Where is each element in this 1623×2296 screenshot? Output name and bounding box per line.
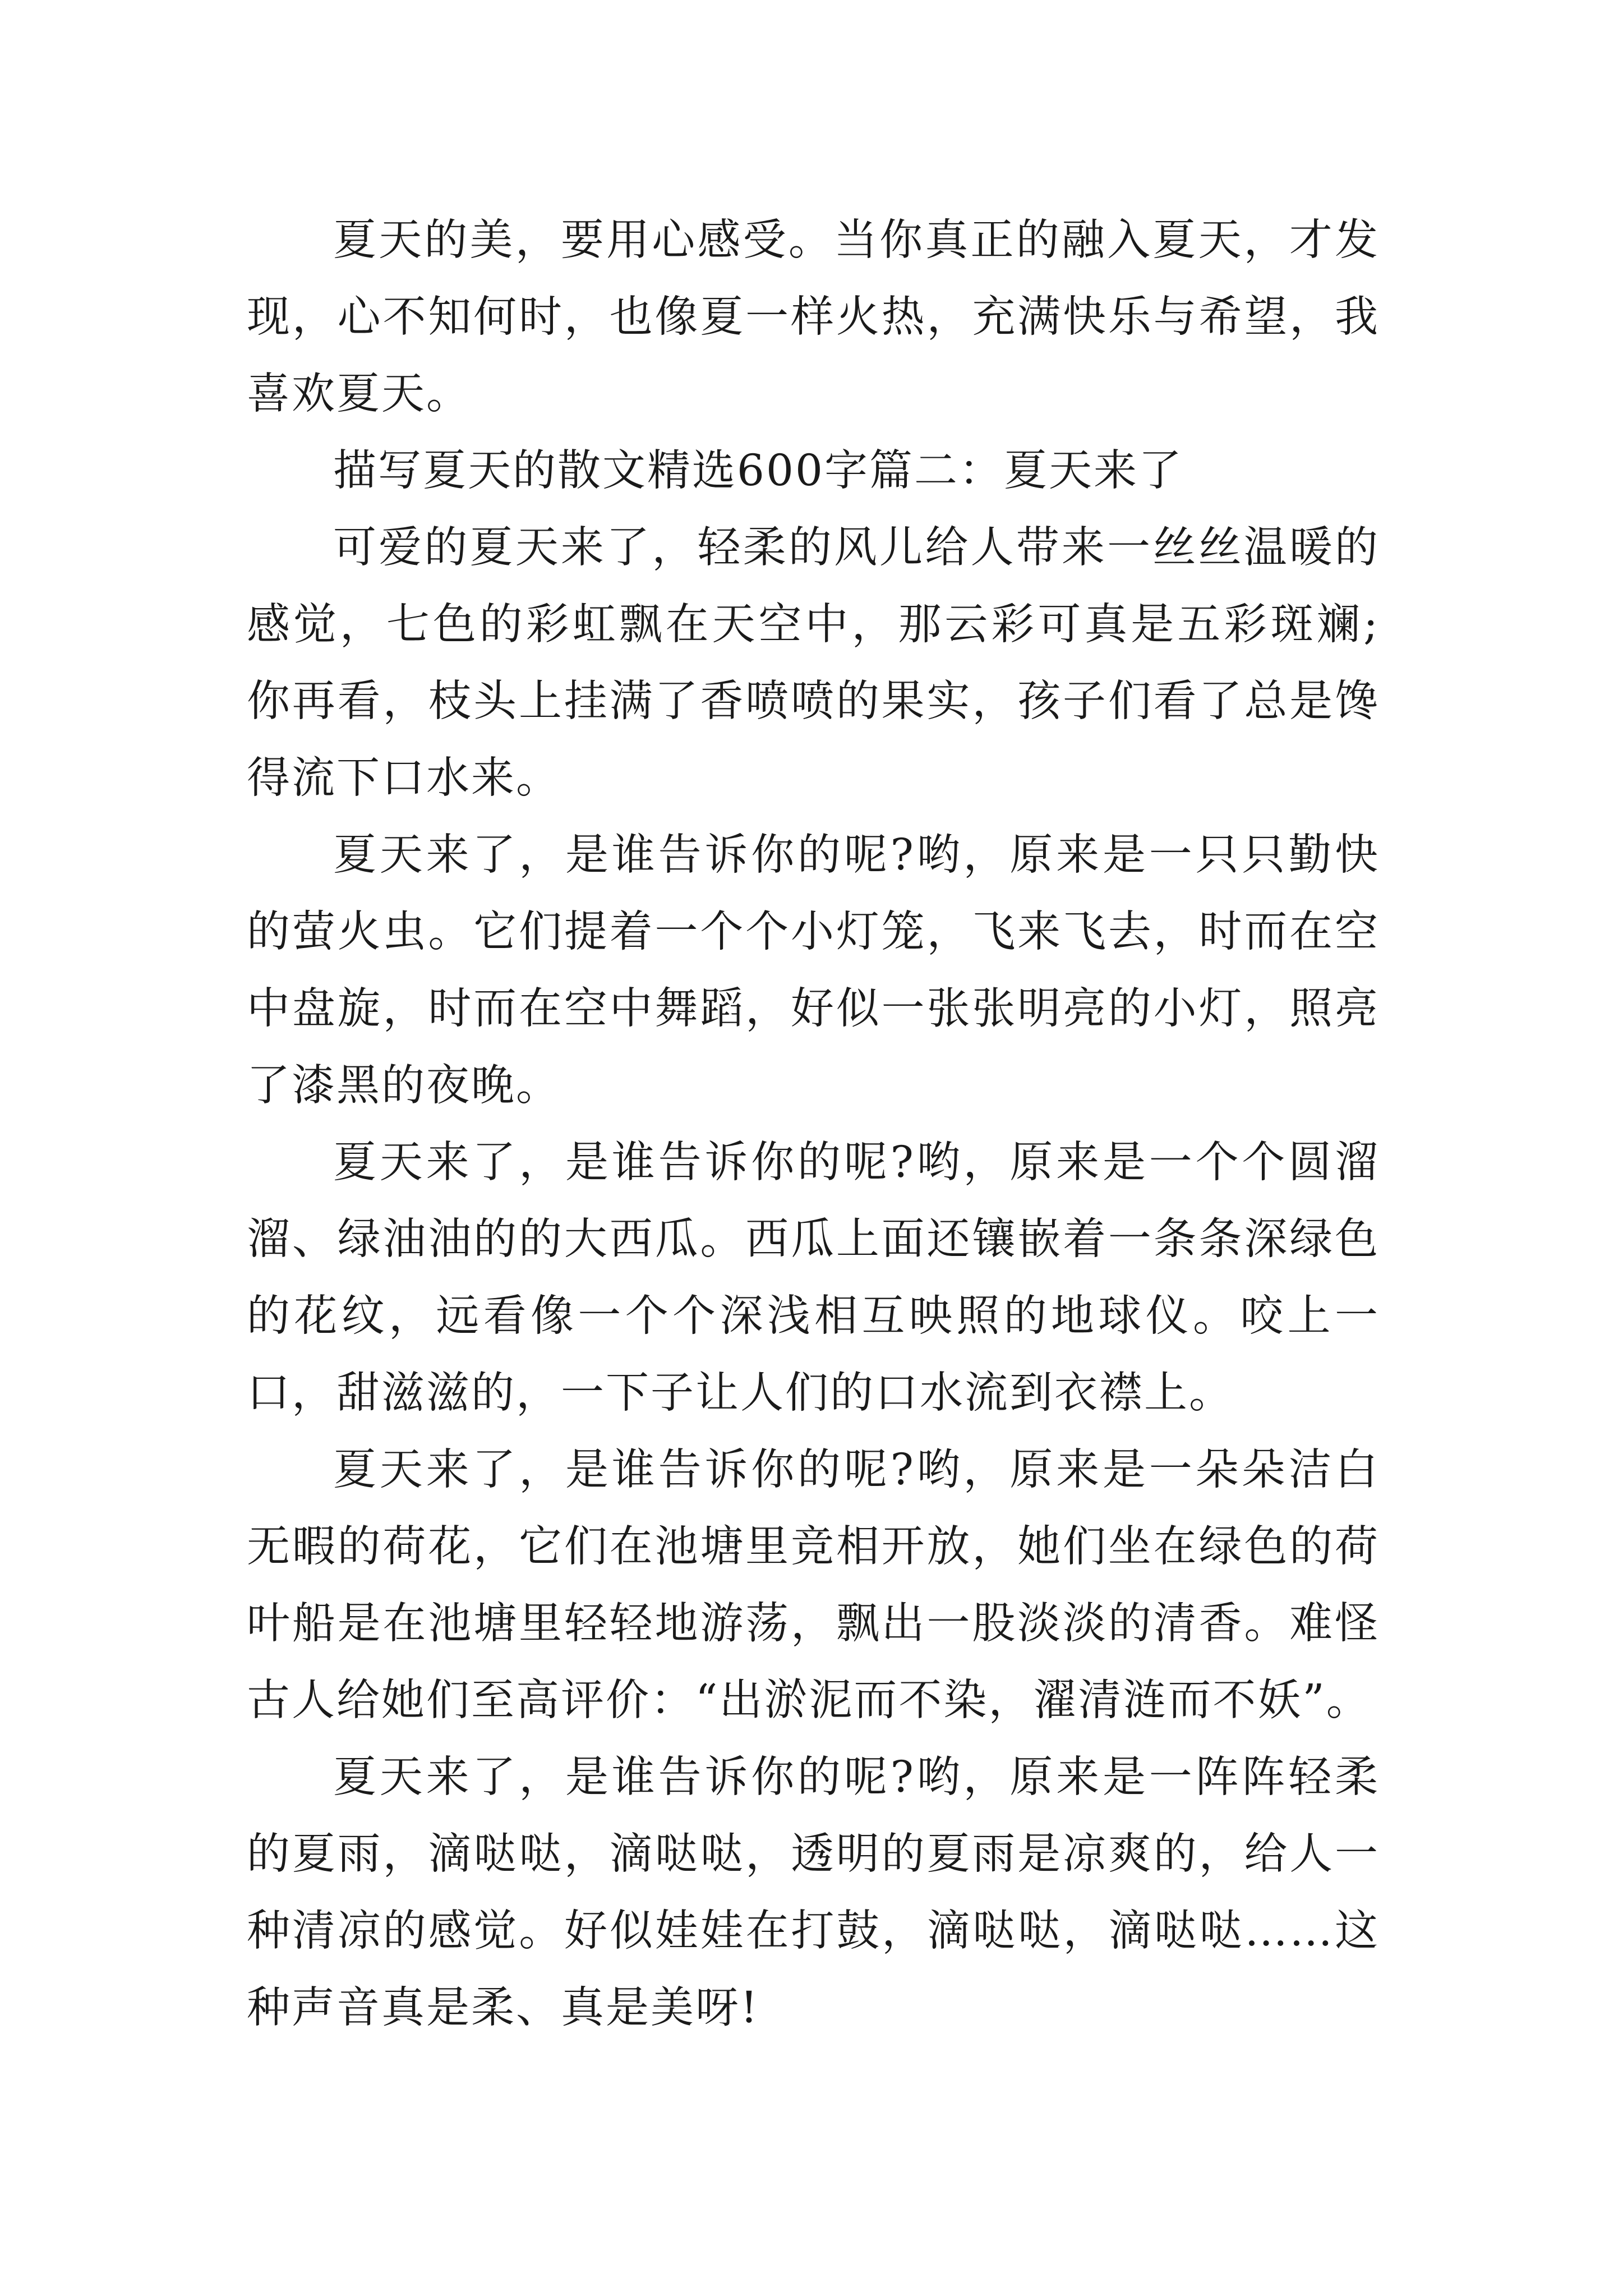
paragraph-1: 夏天的美，要用心感受。当你真正的融入夏天，才发现，心不知何时，也像夏一样火热，充满快乐与希望，我喜欢夏天。: [247, 215, 1380, 419]
document-body: [247, 202, 1380, 2046]
paragraph-2: 可爱的夏天来了，轻柔的风儿给人带来一丝丝温暖的感觉，七色的彩虹飘在天空中，那云彩可真是五彩斑斓;你再看，枝头上挂满了香喷喷的果实，孩子们看了总是馋得流下口水来。: [247, 523, 1380, 803]
paragraph-5: 夏天来了，是谁告诉你的呢?哟，原来是一朵朵洁白无暇的荷花，它们在池塘里竞相开放，她们坐在绿色的荷叶船是在池塘里轻轻地游荡，飘出一股淡淡的清香。难怪古人给她们至高评价：“出淤泥而不染，濯清涟而不妖”。: [247, 1445, 1380, 1726]
paragraph-3: 夏天来了，是谁告诉你的呢?哟，原来是一只只勤快的萤火虫。它们提着一个个小灯笼，飞来飞去，时而在空中盘旋，时而在空中舞蹈，好似一张张明亮的小灯，照亮了漆黑的夜晚。: [247, 830, 1380, 1111]
section-heading: 描写夏天的散文精选600字篇二：夏天来了: [333, 446, 1183, 496]
paragraph-6: 夏天来了，是谁告诉你的呢?哟，原来是一阵阵轻柔的夏雨，滴哒哒，滴哒哒，透明的夏雨是凉爽的，给人一种清凉的感觉。好似娃娃在打鼓，滴哒哒，滴哒哒……这种声音真是柔、真是美呀!: [247, 1752, 1380, 2033]
paragraph-4: 夏天来了，是谁告诉你的呢?哟，原来是一个个圆溜溜、绿油油的的大西瓜。西瓜上面还镶嵌着一条条深绿色的花纹，远看像一个个深浅相互映照的地球仪。咬上一口，甜滋滋的，一下子让人们的口水流到衣襟上。: [247, 1138, 1380, 1418]
